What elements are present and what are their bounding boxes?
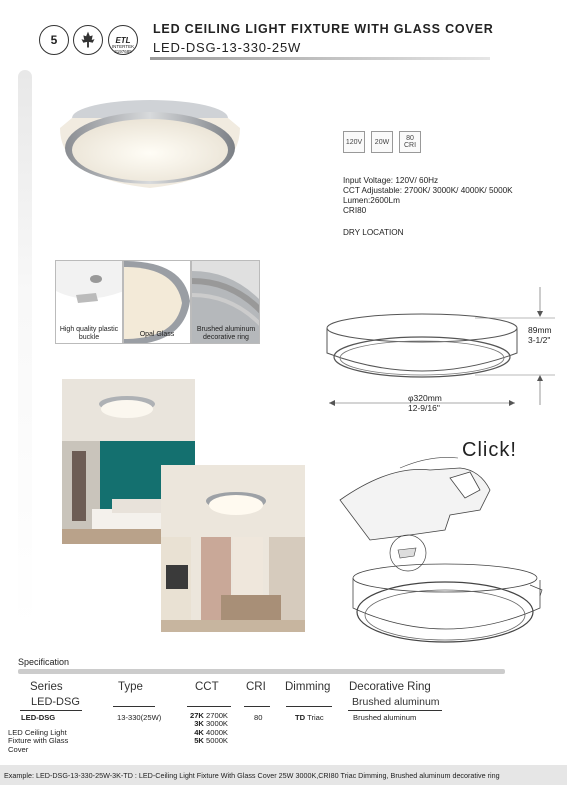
voltage-badge bbox=[343, 131, 365, 153]
etl-text: ETL bbox=[115, 35, 131, 45]
installation-drawing bbox=[330, 440, 560, 660]
series-underline bbox=[20, 710, 82, 711]
cct-value: 4000K bbox=[206, 727, 228, 737]
spec-line: CCT Adjustable: 2700K/ 3000K/ 4000K/ 5000K bbox=[343, 186, 513, 195]
specification-heading: Specification bbox=[18, 657, 70, 667]
spec-line: Lumen:2600Lm bbox=[343, 196, 400, 205]
col-cri: CRI bbox=[246, 681, 266, 693]
row-ring: Brushed aluminum bbox=[353, 713, 417, 722]
spec-line: Input Voltage: 120V/ 60Hz bbox=[343, 176, 439, 185]
series-sub: LED-DSG bbox=[31, 696, 80, 708]
height-dimension bbox=[528, 325, 552, 345]
cct-underline bbox=[187, 706, 231, 707]
voltage-badge-text: 120V bbox=[345, 138, 363, 146]
cct-code: 3K bbox=[194, 719, 204, 729]
col-cct: CCT bbox=[195, 681, 219, 693]
cert-5-text: 5 bbox=[50, 33, 58, 47]
wattage-badge-text: 20W bbox=[374, 138, 390, 146]
ring-sub: Brushed aluminum bbox=[352, 696, 440, 708]
cert-5-year-icon bbox=[39, 25, 69, 55]
example-text: Example: LED-DSG-13-330-25W-3K-TD : LED-Ceiling Light Fixture With Glass Cover 25W 3000K,CRI80 Triac Dimming, Brushed aluminum decorative ring bbox=[4, 770, 500, 780]
title-rule bbox=[150, 57, 490, 60]
type-underline bbox=[113, 706, 155, 707]
spec-line: CRI80 bbox=[343, 206, 367, 215]
feature-label-glass: Opal Glass bbox=[139, 331, 175, 338]
cct-code: 4K bbox=[194, 727, 204, 737]
diameter-in: 12-9/16" bbox=[408, 403, 440, 413]
dimming-underline bbox=[286, 706, 332, 707]
cct-value: 2700K bbox=[206, 711, 228, 720]
height-mm: 89mm bbox=[528, 325, 552, 335]
product-image bbox=[50, 88, 250, 198]
row-cri: 80 bbox=[254, 713, 263, 722]
ring-underline bbox=[348, 710, 442, 711]
row-series-code: LED-DSG bbox=[21, 713, 56, 722]
click-label: Click! bbox=[462, 439, 517, 461]
dimming-code: TD bbox=[295, 713, 306, 722]
diameter-dimension bbox=[408, 393, 442, 413]
row-cct-list bbox=[185, 712, 228, 746]
cct-value: 3000K bbox=[206, 719, 228, 729]
feature-label-buckle: High quality plastic buckle bbox=[59, 326, 119, 341]
decorative-side-bar bbox=[18, 70, 32, 630]
maple-leaf-glyph bbox=[74, 26, 102, 54]
row-series-desc: LED Ceiling Light Fixture with Glass Cover bbox=[8, 728, 69, 754]
col-type: Type bbox=[118, 681, 143, 693]
wattage-badge bbox=[371, 131, 393, 153]
page-title: LED CEILING LIGHT FIXTURE WITH GLASS COVER bbox=[153, 22, 494, 36]
specification-rule bbox=[18, 669, 505, 674]
feature-label-ring: Brushed aluminum decorative ring bbox=[196, 326, 256, 341]
col-decorative-ring: Decorative Ring bbox=[349, 681, 431, 693]
spec-list bbox=[343, 176, 513, 216]
row-type: 13-330(25W) bbox=[117, 713, 162, 722]
dimension-drawing bbox=[325, 285, 560, 420]
row-dimming bbox=[295, 714, 324, 722]
cct-code: 5K bbox=[194, 736, 204, 746]
dimming-value: Triac bbox=[307, 713, 324, 722]
model-number: LED-DSG-13-330-25W bbox=[153, 40, 302, 55]
col-dimming: Dimming bbox=[285, 681, 331, 693]
cri-badge bbox=[399, 131, 421, 153]
example-footer bbox=[0, 765, 567, 785]
cri-badge-value: 80 bbox=[406, 135, 414, 142]
canada-maple-leaf-icon bbox=[73, 25, 103, 55]
etl-code: INTERTEK 3197685 bbox=[111, 44, 135, 54]
cri-underline bbox=[244, 706, 270, 707]
height-in: 3-1/2" bbox=[528, 335, 551, 345]
cct-code: 27K bbox=[189, 711, 204, 720]
location-rating: DRY LOCATION bbox=[343, 228, 404, 237]
cri-badge-label: CRI bbox=[403, 142, 417, 149]
living-room-photo bbox=[161, 465, 305, 632]
col-series: Series bbox=[30, 681, 63, 693]
cct-option bbox=[185, 737, 228, 745]
cct-value: 5000K bbox=[206, 736, 228, 746]
diameter-mm: φ320mm bbox=[408, 393, 442, 403]
